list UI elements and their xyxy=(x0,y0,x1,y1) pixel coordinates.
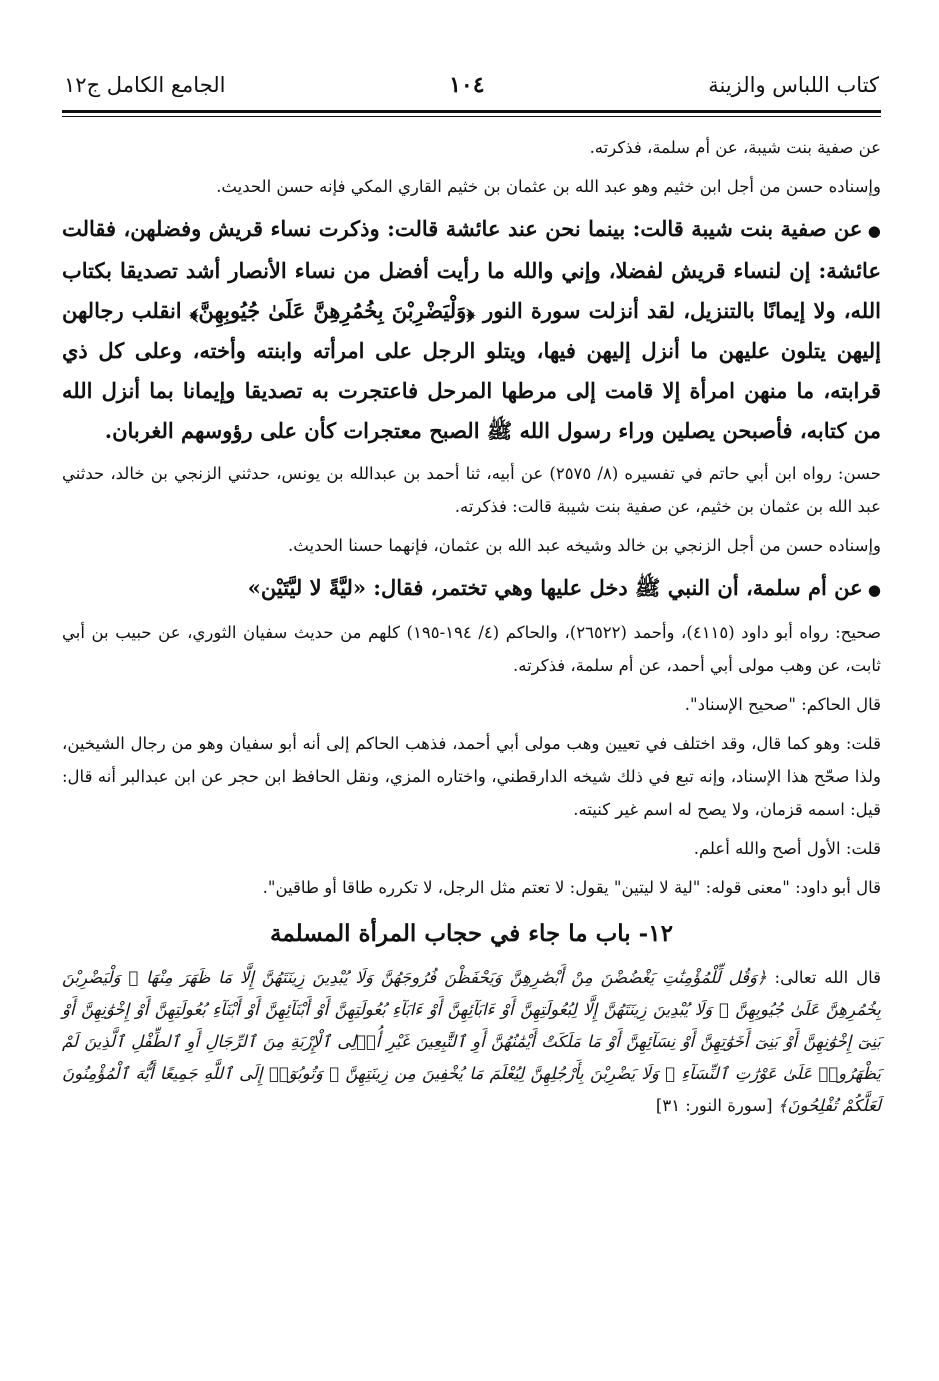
quran-paragraph xyxy=(62,962,881,1122)
book-title: كتاب اللباس والزينة xyxy=(708,73,879,97)
paragraph-10: قلت: الأول أصح والله أعلم. xyxy=(693,839,881,858)
quran-intro: قال الله تعالى: xyxy=(774,968,881,987)
hadith-paragraph-2: ● عن أم سلمة، أن النبي ﷺ دخل عليها وهي تختمر، فقال: «ليَّةً لا ليَّتَيْن» xyxy=(62,568,881,610)
takhrij-paragraph-2: صحيح: رواه أبو داود (٤١١٥)، وأحمد (٢٦٥٢٢)، والحاكم (٤/ ١٩٤-١٩٥) كلهم من حديث سفيان الثوري، عن حبيب بن أبي ثابت، عن وهب مولى أبي أحمد، عن أم سلمة، فذكرته. xyxy=(62,623,881,675)
paragraph-8: قال الحاكم: "صحيح الإسناد". xyxy=(684,695,881,714)
paragraph-1: عن صفية بنت شيبة، عن أم سلمة، فذكرته. xyxy=(589,138,881,157)
page-number: ١٠٤ xyxy=(449,72,485,98)
paragraph-2: وإسناده حسن من أجل ابن خثيم وهو عبد الله بن عثمان بن خثيم القاري المكي فإنه حسن الحديث. xyxy=(216,177,881,196)
chapter-heading: ١٢- باب ما جاء في حجاب المرأة المسلمة xyxy=(270,920,673,947)
header-rule-thick xyxy=(62,110,881,113)
header-rule-thin xyxy=(62,116,881,117)
hadith-paragraph-1: ● عن صفية بنت شيبة قالت: بينما نحن عند عائشة قالت: وذكرت نساء قريش وفضلهن، فقالت عائشة: إن لنساء قريش لفضلا، وإني والله ما رأيت أفضل من نساء الأنصار أشد تصديقا بكتاب الله، ولا إيمانًا بالتنزيل، لقد أنزلت سورة النور ﴿وَلْيَضْرِبْنَ بِخُمُرِهِنَّ عَلَىٰ جُيُوبِهِنَّ﴾ انقلب رجالهن إليهن يتلون عليهن ما أنزل إليهن فيها، ويتلو الرجل على امرأته وابنته وأخته، وعلى كل ذي قرابته، ما منهن امرأة إلا قامت إلى مرطها المرحل فاعتجرت به تصديقا وإيمانا بما أنزل الله من كتابه، فأصبحن يصلين وراء رسول الله ﷺ الصبح معتجرات كأن على رؤوسهم الغربان. xyxy=(62,209,881,451)
series-title: الجامع الكامل ج١٢ xyxy=(64,73,226,97)
page-header xyxy=(62,62,881,108)
paragraph-5: وإسناده حسن من أجل الزنجي بن خالد وشيخه عبد الله بن عثمان، فإنهما حسنا الحديث. xyxy=(288,536,881,555)
takhrij-paragraph-1: حسن: رواه ابن أبي حاتم في تفسيره (٨/ ٢٥٧٥) عن أبيه، ثنا أحمد بن عبدالله بن يونس، حدثني الزنجي بن خالد، حدثني عبد الله بن عثمان بن خثيم، عن صفية بنت شيبة قالت: فذكرته. xyxy=(62,464,881,516)
quran-reference: [سورة النور: ٣١] xyxy=(655,1096,773,1115)
paragraph-9: قلت: وهو كما قال، وقد اختلف في تعيين وهب مولى أبي أحمد، فذهب الحاكم إلى أنه أبو سفيان وهو من رجال الشيخين، ولذا صحّح هذا الإسناد، وإنه تبع في ذلك شيخه الدارقطني، واختاره المزي، ونقل الحافظ ابن حجر عن ابن عبدالبر أنه قال: قيل: اسمه قزمان، ولا يصح له اسم غير كنيته. xyxy=(62,734,881,819)
paragraph-11: قال أبو داود: "معنى قوله: "لية لا ليتين" يقول: لا تعتم مثل الرجل، لا تكرره طاقا أو طاقين". xyxy=(262,878,881,897)
quran-verse: ﴿وَقُل لِّلْمُؤْمِنَٰتِ يَغْضُضْنَ مِنْ أَبْصَٰرِهِنَّ وَيَحْفَظْنَ فُرُوجَهُنَّ وَلَا يُبْدِينَ زِينَتَهُنَّ إِلَّا مَا ظَهَرَ مِنْهَا ۖ وَلْيَضْرِبْنَ بِخُمُرِهِنَّ عَلَىٰ جُيُوبِهِنَّ ۖ وَلَا يُبْدِينَ زِينَتَهُنَّ إِلَّا لِبُعُولَتِهِنَّ أَوْ ءَابَآئِهِنَّ أَوْ ءَابَآءِ بُعُولَتِهِنَّ أَوْ أَبْنَآئِهِنَّ أَوْ أَبْنَآءِ بُعُولَتِهِنَّ أَوْ إِخْوَٰنِهِنَّ أَوْ بَنِىٓ إِخْوَٰنِهِنَّ أَوْ بَنِىٓ أَخَوَٰتِهِنَّ أَوْ نِسَآئِهِنَّ أَوْ مَا مَلَكَتْ أَيْمَٰنُهُنَّ أَوِ ٱلتَّٰبِعِينَ غَيْرِ أُو۟لِى ٱلْإِرْبَةِ مِنَ ٱلرِّجَالِ أَوِ ٱلطِّفْلِ ٱلَّذِينَ لَمْ يَظْهَرُوا۟ عَلَىٰ عَوْرَٰتِ ٱلنِّسَآءِ ۖ وَلَا يَضْرِبْنَ بِأَرْجُلِهِنَّ لِيُعْلَمَ مَا يُخْفِينَ مِن زِينَتِهِنَّ ۚ وَتُوبُوٓا۟ إِلَى ٱللَّهِ جَمِيعًا أَيُّهَ ٱلْمُؤْمِنُونَ لَعَلَّكُمْ تُفْلِحُونَ﴾ xyxy=(62,968,881,1115)
